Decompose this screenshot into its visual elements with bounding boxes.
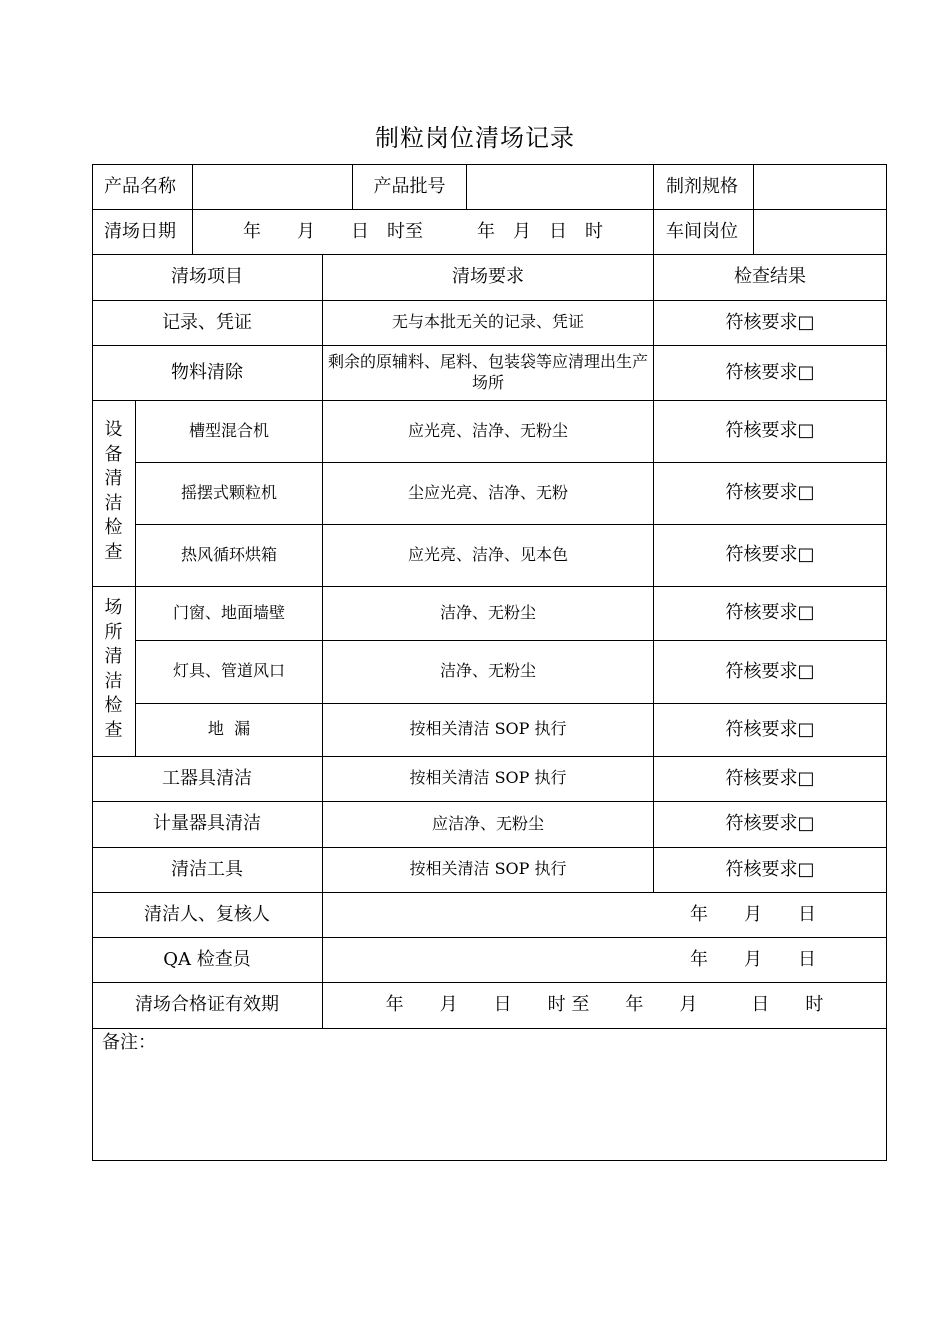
rule [92, 1160, 887, 1161]
site-item: 门窗、地面墙壁 [172, 602, 285, 622]
workshop-label: 车间岗位 [666, 220, 738, 242]
validity-field[interactable]: 年 月 日 时 至 年 月 日 时 [385, 994, 824, 1016]
product-name-field[interactable] [193, 165, 352, 209]
row-result-checkbox[interactable]: 符核要求□ [725, 858, 815, 880]
row-item: 物料清除 [171, 361, 243, 383]
site-requirement: 按相关清洁 SOP 执行 [409, 719, 567, 739]
row-item: 计量器具清洁 [153, 813, 261, 835]
site-result-checkbox[interactable]: 符核要求□ [725, 660, 815, 682]
equipment-result-checkbox[interactable]: 符核要求□ [725, 544, 815, 566]
cleaning-date-field[interactable]: 年 月 日 时至 年 月 日 时 [243, 220, 603, 242]
vertical-char: 场 [104, 597, 123, 618]
vertical-char: 检 [104, 517, 123, 538]
row-item: 清洁工具 [171, 858, 243, 880]
vertical-char: 洁 [104, 670, 123, 692]
row-result-checkbox[interactable]: 符核要求□ [725, 311, 815, 333]
equipment-requirement: 应光亮、洁净、无粉尘 [407, 420, 568, 440]
equipment-item: 热风循环烘箱 [180, 544, 277, 564]
qa-inspector-field[interactable] [323, 937, 886, 982]
equipment-requirement: 尘应光亮、洁净、无粉 [407, 482, 568, 502]
row-requirement: 按相关清洁 SOP 执行 [409, 768, 567, 788]
vertical-char: 洁 [104, 492, 123, 514]
spec-field[interactable] [754, 165, 886, 209]
remarks-label: 备注： [102, 1032, 156, 1053]
site-group-label [92, 596, 135, 743]
batch-number-field[interactable] [467, 165, 653, 209]
vertical-char: 清 [104, 468, 123, 489]
remarks-field[interactable] [92, 1028, 886, 1160]
vertical-char: 所 [104, 621, 123, 643]
qa-date: 年 月 日 [690, 948, 816, 970]
qa-inspector-label: QA 检查员 [163, 948, 251, 970]
cleaning-record-form [92, 164, 887, 1161]
equipment-requirement: 应光亮、洁净、见本色 [407, 544, 568, 564]
vertical-char: 检 [104, 695, 123, 716]
cleaning-date-label: 清场日期 [104, 220, 176, 242]
validity-label: 清场合格证有效期 [135, 994, 279, 1016]
vertical-char: 备 [104, 443, 123, 465]
column-header-result: 检查结果 [734, 266, 806, 288]
column-header-requirement: 清场要求 [452, 266, 524, 288]
vertical-char: 查 [104, 719, 123, 741]
row-result-checkbox[interactable]: 符核要求□ [725, 361, 815, 383]
column-header-item: 清场项目 [171, 266, 243, 288]
site-requirement: 洁净、无粉尘 [439, 661, 536, 681]
row-requirement: 剩余的原辅料、尾料、包装袋等应清理出生产场所 [328, 351, 649, 392]
page-title: 制粒岗位清场记录 [375, 124, 575, 152]
cleaner-reviewer-label: 清洁人、复核人 [144, 903, 270, 925]
row-result-checkbox[interactable]: 符核要求□ [725, 813, 815, 835]
equipment-result-checkbox[interactable]: 符核要求□ [725, 482, 815, 504]
rule [886, 164, 887, 1161]
equipment-result-checkbox[interactable]: 符核要求□ [725, 420, 815, 442]
vertical-char: 设 [104, 419, 123, 440]
site-result-checkbox[interactable]: 符核要求□ [725, 718, 815, 740]
product-name-label: 产品名称 [104, 175, 176, 197]
site-result-checkbox[interactable]: 符核要求□ [725, 602, 815, 624]
cleaner-date: 年 月 日 [690, 903, 816, 925]
row-requirement: 应洁净、无粉尘 [431, 813, 544, 833]
site-item: 灯具、管道风口 [172, 661, 285, 681]
site-requirement: 洁净、无粉尘 [439, 602, 536, 622]
cleaner-reviewer-field[interactable] [323, 892, 886, 937]
site-item: 地 漏 [207, 719, 251, 739]
row-result-checkbox[interactable]: 符核要求□ [725, 767, 815, 789]
workshop-field[interactable] [754, 210, 886, 254]
row-requirement: 按相关清洁 SOP 执行 [409, 859, 567, 879]
spec-label: 制剂规格 [666, 175, 738, 197]
vertical-char: 查 [104, 541, 123, 563]
row-requirement: 无与本批无关的记录、凭证 [391, 312, 584, 332]
batch-number-label: 产品批号 [373, 175, 446, 197]
equipment-group-label [92, 418, 135, 565]
row-item: 记录、凭证 [162, 311, 252, 333]
equipment-item: 摇摆式颗粒机 [180, 482, 277, 502]
equipment-item: 槽型混合机 [188, 420, 269, 440]
row-item: 工器具清洁 [162, 767, 252, 789]
vertical-char: 清 [104, 646, 123, 667]
